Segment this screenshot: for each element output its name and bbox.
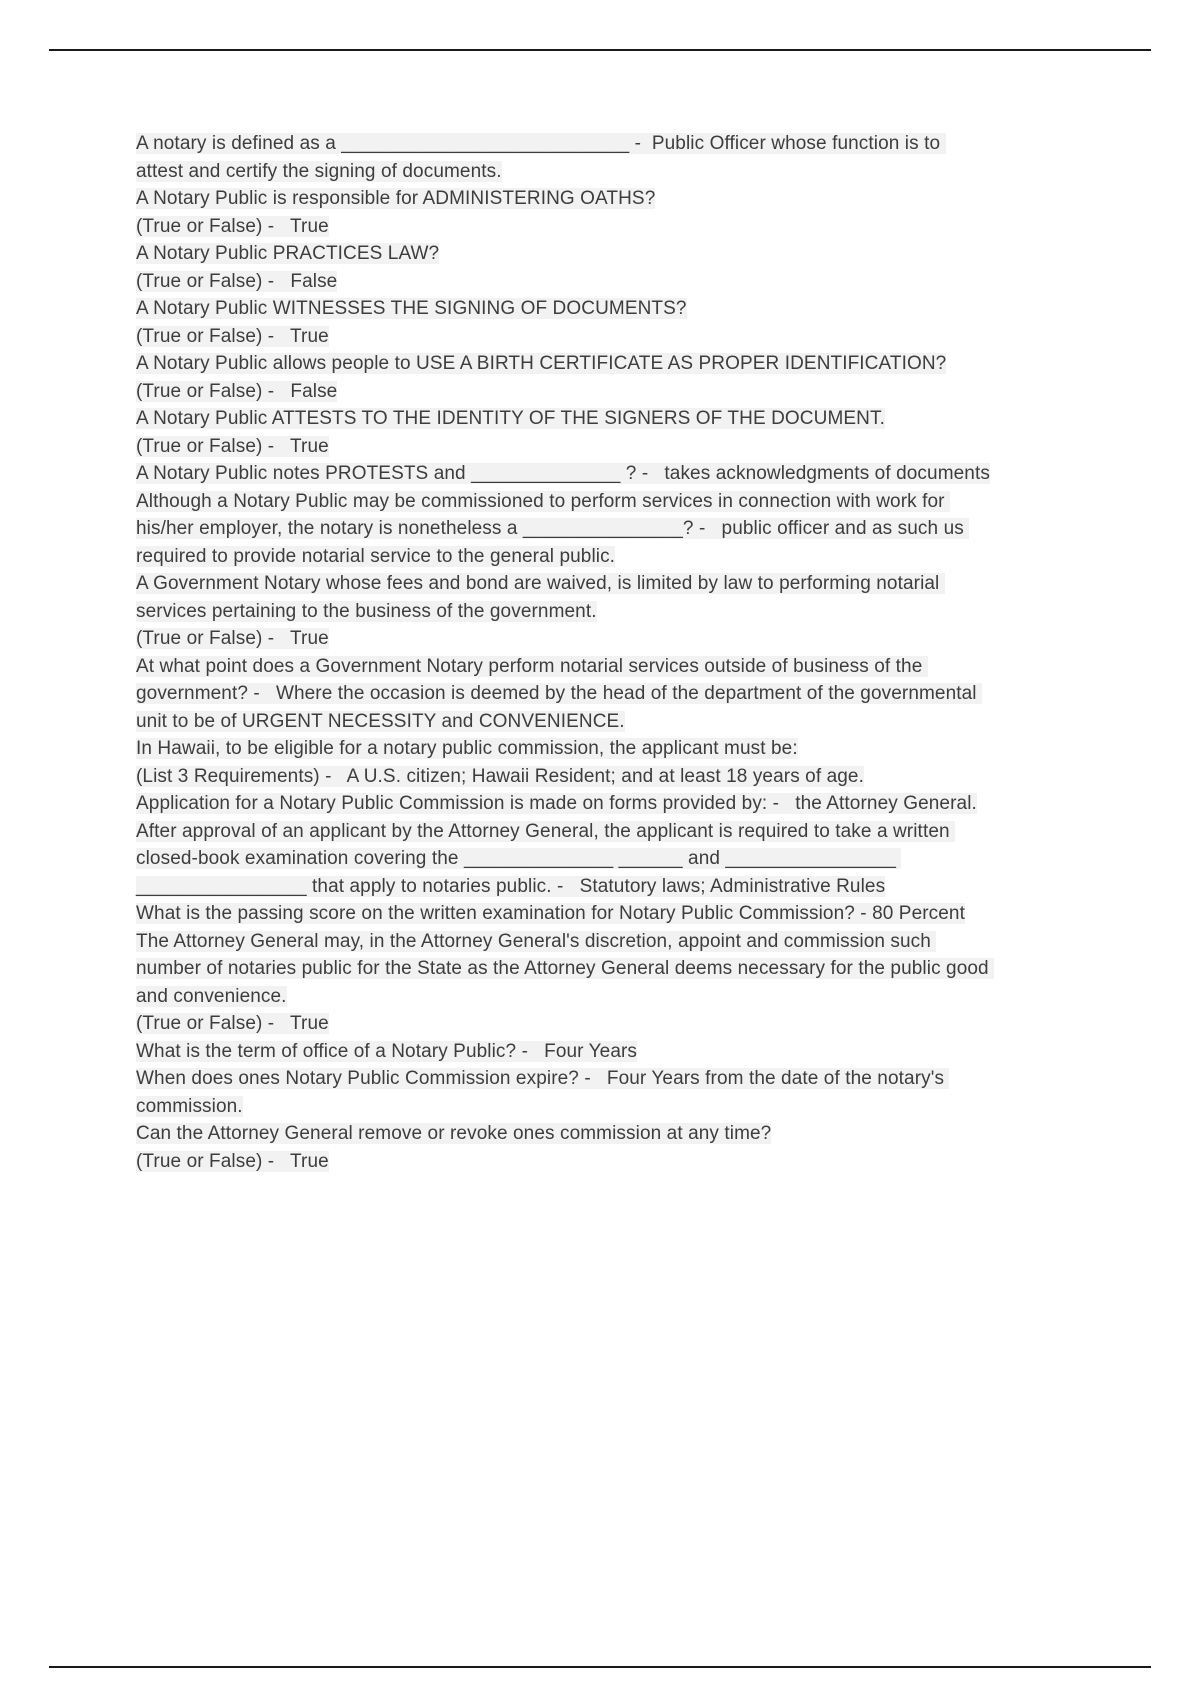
doc-text: At what point does a Government Notary perform notarial services outside of business of the government? - Where the occasion is deemed by the head of the department of the governmental unit to be of URGENT NECESSITY and CONVENIENCE. — [136, 655, 983, 732]
doc-text: The Attorney General may, in the Attorney General's discretion, appoint and commission such number of notaries public for the State as the Attorney General deems necessary for the public good and convenience. — [136, 930, 995, 1007]
doc-text: (True or False) - True — [136, 628, 329, 649]
doc-text: Application for a Notary Public Commission is made on forms provided by: - the Attorney General. — [136, 793, 977, 814]
doc-paragraph — [136, 213, 992, 241]
doc-text: A Government Notary whose fees and bond are waived, is limited by law to performing notarial services pertaining to the business of the government. — [136, 573, 945, 622]
doc-text: A Notary Public is responsible for ADMINISTERING OATHS? — [136, 188, 656, 209]
doc-paragraph — [136, 433, 992, 461]
doc-paragraph — [136, 763, 992, 791]
doc-text: (List 3 Requirements) - A U.S. citizen; Hawaii Resident; and at least 18 years of age. — [136, 765, 864, 787]
doc-text: When does ones Notary Public Commission expire? - Four Years from the date of the notary's commission. — [136, 1068, 950, 1117]
document-body — [136, 130, 995, 1175]
doc-text: (True or False) - False — [136, 380, 338, 402]
doc-paragraph — [136, 653, 992, 736]
doc-paragraph — [136, 1038, 992, 1066]
doc-paragraph — [136, 625, 992, 653]
doc-text: (True or False) - True — [136, 215, 329, 237]
doc-paragraph — [136, 240, 992, 268]
doc-text: (True or False) - True — [136, 1013, 329, 1034]
doc-text: After approval of an applicant by the Attorney General, the applicant is required to take a written closed-book examination covering the ______________ ______ and ________________ ________________ that apply to notaries public. - Statutory laws; Administrative Rules — [136, 820, 956, 897]
bottom-rule — [49, 1666, 1151, 1668]
doc-paragraph — [136, 378, 992, 406]
doc-paragraph — [136, 130, 992, 185]
doc-paragraph — [136, 460, 992, 488]
doc-text: What is the passing score on the written examination for Notary Public Commission? - 80 Percent — [136, 903, 965, 924]
doc-paragraph — [136, 350, 992, 378]
doc-paragraph — [136, 1148, 992, 1176]
doc-paragraph — [136, 1065, 992, 1120]
doc-text: (True or False) - True — [136, 325, 329, 347]
doc-paragraph — [136, 1010, 992, 1038]
doc-text: (True or False) - True — [136, 1150, 329, 1172]
doc-text: A Notary Public WITNESSES THE SIGNING OF DOCUMENTS? — [136, 298, 687, 319]
doc-paragraph — [136, 295, 992, 323]
doc-paragraph — [136, 928, 995, 1011]
doc-paragraph — [136, 818, 992, 901]
top-rule — [49, 49, 1151, 51]
doc-text: Can the Attorney General remove or revoke ones commission at any time? — [136, 1123, 772, 1144]
doc-paragraph — [136, 900, 992, 928]
doc-paragraph — [136, 268, 992, 296]
doc-text: A Notary Public ATTESTS TO THE IDENTITY OF THE SIGNERS OF THE DOCUMENT. — [136, 408, 885, 429]
doc-text: What is the term of office of a Notary Public? - Four Years — [136, 1040, 638, 1062]
doc-text: (True or False) - False — [136, 270, 338, 292]
doc-text: (True or False) - True — [136, 435, 329, 457]
doc-paragraph — [136, 323, 992, 351]
doc-paragraph — [136, 735, 992, 763]
doc-text: A notary is defined as a ___________________________ - Public Officer whose function is to attest and certify the signing of documents. — [136, 133, 946, 182]
doc-text: A Notary Public PRACTICES LAW? — [136, 243, 440, 264]
doc-paragraph — [136, 488, 992, 571]
doc-text: Although a Notary Public may be commissioned to perform services in connection with work for his/her employer, the notary is nonetheless a _______________? - public officer and as such us required to provide notarial service to the general public. — [136, 490, 970, 567]
doc-paragraph — [136, 570, 992, 625]
doc-paragraph — [136, 790, 992, 818]
doc-paragraph — [136, 185, 992, 213]
doc-paragraph — [136, 405, 992, 433]
doc-paragraph — [136, 1120, 992, 1148]
doc-text: A Notary Public allows people to USE A BIRTH CERTIFICATE AS PROPER IDENTIFICATION? — [136, 353, 947, 374]
doc-text: A Notary Public notes PROTESTS and ______________ ? - takes acknowledgments of documents — [136, 463, 990, 484]
doc-text: In Hawaii, to be eligible for a notary public commission, the applicant must be: — [136, 738, 798, 759]
